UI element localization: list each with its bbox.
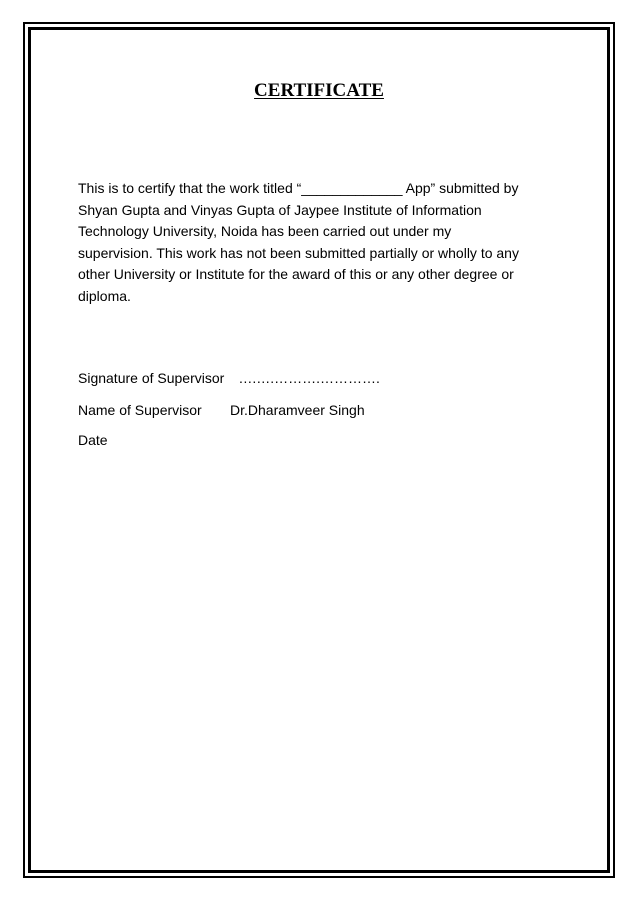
- date-label: Date: [78, 432, 108, 448]
- supervisor-name-value: Dr.Dharamveer Singh: [230, 402, 365, 418]
- page-border-inner: [28, 27, 610, 873]
- signature-row: [78, 370, 380, 386]
- supervisor-name-label: Name of Supervisor: [78, 402, 202, 418]
- body-line: This is to certify that the work titled “_____________ App” submitted by: [78, 180, 519, 196]
- certificate-body: [78, 178, 560, 307]
- signature-label: Signature of Supervisor: [78, 370, 225, 386]
- signature-line: ….….……….………….: [238, 370, 380, 386]
- certificate-title: CERTIFICATE: [254, 80, 384, 101]
- body-line: Shyan Gupta and Vinyas Gupta of Jaypee Institute of Information: [78, 201, 482, 218]
- body-line: Technology University, Noida has been carried out under my: [78, 223, 452, 239]
- supervisor-name-row: [78, 402, 365, 418]
- body-line: diploma.: [78, 287, 131, 304]
- body-line: other University or Institute for the award of this or any other degree or: [78, 266, 514, 282]
- body-line: supervision. This work has not been submitted partially or wholly to any: [78, 244, 519, 261]
- date-row: [78, 432, 108, 448]
